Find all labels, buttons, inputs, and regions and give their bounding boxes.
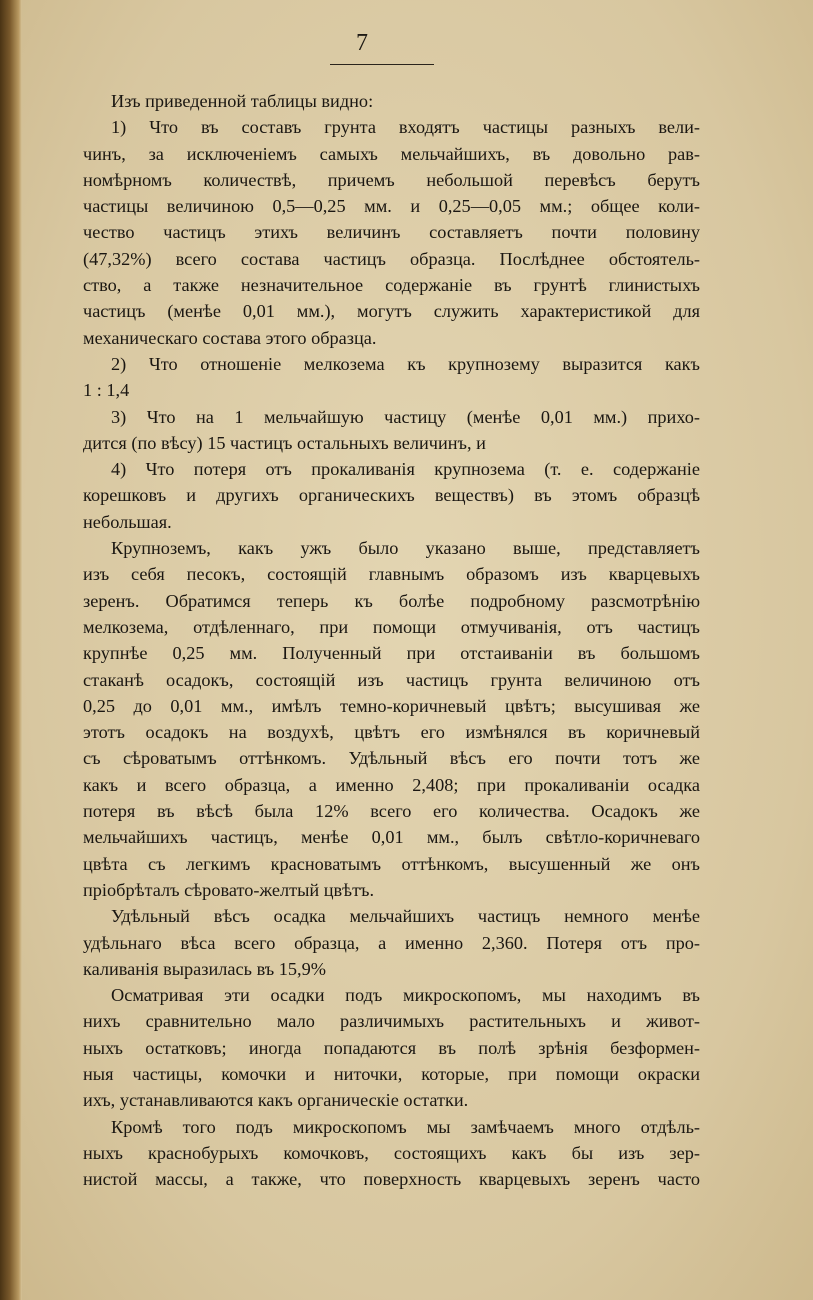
text-line: нихъ сравнительно мало различимыхъ растительныхъ и живот- — [83, 1011, 700, 1032]
text-line: этотъ осадокъ на воздухѣ, цвѣтъ его измѣнялся въ коричневый — [83, 722, 700, 743]
text-line: съ сѣроватымъ оттѣнкомъ. Удѣльный вѣсъ его почти тотъ же — [83, 748, 700, 769]
text-line: частицы величиною 0,5—0,25 мм. и 0,25—0,05 мм.; общее коли- — [83, 196, 700, 217]
text-line: механическаго состава этого образца. — [83, 327, 377, 348]
text-line: 1 : 1,4 — [83, 380, 130, 401]
text-line: ныя частицы, комочки и ниточки, которые, при помощи окраски — [83, 1063, 700, 1084]
text-line: (47,32%) всего состава частицъ образца. Послѣднее обстоятель- — [83, 248, 700, 269]
text-line: 2) Что отношеніе мелкозема къ крупнозему выразится какъ — [111, 353, 700, 374]
text-line: пріобрѣталъ сѣровато-желтый цвѣтъ. — [83, 879, 375, 900]
text-line: чинъ, за исключеніемъ самыхъ мельчайшихъ, въ довольно рав- — [83, 143, 700, 164]
text-line: стаканѣ осадокъ, состоящій изъ частицъ грунта величиною отъ — [83, 669, 700, 690]
text-line: корешковъ и другихъ органическихъ веществъ) въ этомъ образцѣ — [83, 485, 700, 506]
text-line: 1) Что въ составъ грунта входятъ частицы разныхъ вели- — [111, 117, 700, 138]
text-line: 4) Что потеря отъ прокаливанія крупнозема (т. е. содержаніе — [111, 459, 700, 480]
header-rule — [330, 64, 434, 65]
text-line: удѣльнаго вѣса всего образца, а именно 2,360. Потеря отъ про- — [83, 932, 700, 953]
text-line: ныхъ краснобурыхъ комочковъ, состоящихъ какъ бы изъ зер- — [83, 1142, 700, 1163]
text-line: небольшая. — [83, 511, 172, 532]
text-line: мельчайшихъ частицъ, менѣе 0,01 мм., былъ свѣтло-коричневаго — [83, 827, 700, 848]
text-line: ныхъ остатковъ; иногда попадаются въ полѣ зрѣнія безформен- — [83, 1037, 700, 1058]
text-line: ство, а также незначительное содержаніе въ грунтѣ глинистыхъ — [83, 275, 700, 296]
text-line: частицъ (менѣе 0,01 мм.), могутъ служить характеристикой для — [83, 301, 700, 322]
body-text — [83, 88, 700, 1192]
book-spine — [0, 0, 22, 1300]
text-line: чество частицъ этихъ величинъ составляетъ почти половину — [83, 222, 700, 243]
text-line: Кромѣ того подъ микроскопомъ мы замѣчаемъ много отдѣль- — [111, 1116, 700, 1137]
text-line: Изъ приведенной таблицы видно: — [111, 91, 374, 111]
text-line: цвѣта съ легкимъ красноватымъ оттѣнкомъ, высушенный же онъ — [83, 853, 700, 874]
text-line: Крупноземъ, какъ ужъ было указано выше, представляетъ — [111, 538, 700, 559]
text-line: 3) Что на 1 мельчайшую частицу (менѣе 0,01 мм.) прихо- — [111, 406, 700, 427]
text-line: номѣрномъ количествѣ, причемъ небольшой перевѣсъ берутъ — [83, 169, 700, 190]
text-line: какъ и всего образца, а именно 2,408; при прокаливаніи осадка — [83, 774, 700, 795]
book-page — [22, 0, 813, 1300]
text-line: дится (по вѣсу) 15 частицъ остальныхъ величинъ, и — [83, 432, 486, 453]
text-line: каливанія выразилась въ 15,9% — [83, 958, 326, 979]
text-line: Удѣльный вѣсъ осадка мельчайшихъ частицъ немного менѣе — [111, 906, 700, 927]
text-line: потеря въ вѣсѣ была 12% всего его количества. Осадокъ же — [83, 801, 700, 822]
text-line: нистой массы, а также, что поверхность кварцевыхъ зеренъ часто — [83, 1169, 700, 1190]
text-line: 0,25 до 0,01 мм., имѣлъ темно-коричневый цвѣтъ; высушивая же — [83, 695, 700, 716]
text-line: мелкозема, отдѣленнаго, при помощи отмучиванія, отъ частицъ — [83, 616, 700, 637]
text-line: ихъ, устанавливаются какъ органическіе остатки. — [83, 1090, 469, 1111]
text-line: крупнѣе 0,25 мм. Полученный при отстаиваніи въ большомъ — [83, 643, 700, 664]
text-line: зеренъ. Обратимся теперь къ болѣе подробному разсмотрѣнію — [83, 590, 700, 611]
text-line: Осматривая эти осадки подъ микроскопомъ, мы находимъ въ — [111, 985, 700, 1006]
page-number: 7 — [356, 30, 368, 56]
text-line: изъ себя песокъ, состоящій главнымъ образомъ изъ кварцевыхъ — [83, 564, 700, 585]
